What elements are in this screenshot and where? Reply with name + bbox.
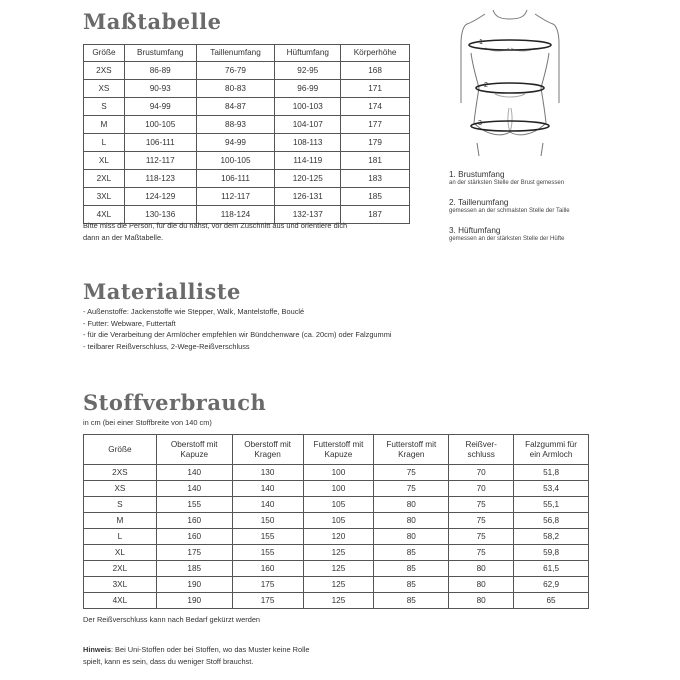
table-cell: L xyxy=(84,134,125,152)
table-cell: 126-131 xyxy=(275,188,341,206)
marker-label: 3 xyxy=(478,120,482,127)
table-cell: 94-99 xyxy=(124,98,196,116)
table-cell: 125 xyxy=(303,593,374,609)
table-header-cell: Körperhöhe xyxy=(341,45,410,62)
table-cell: 185 xyxy=(156,561,232,577)
table-row xyxy=(84,170,410,188)
table-cell: 140 xyxy=(156,465,232,481)
table-header-cell: Taillenumfang xyxy=(196,45,275,62)
table-cell: 104-107 xyxy=(275,116,341,134)
materials-list xyxy=(83,306,392,352)
table-row xyxy=(84,545,589,561)
table-cell: 75 xyxy=(374,481,449,497)
table-cell: 85 xyxy=(374,593,449,609)
table-header-cell: Falzgummi für ein Armloch xyxy=(514,435,589,465)
table-row xyxy=(84,80,410,98)
legend-item xyxy=(449,198,570,214)
hint-text: : Bei Uni-Stoffen oder bei Stoffen, wo das Muster keine Rolle xyxy=(110,645,310,654)
table-cell: 4XL xyxy=(84,593,157,609)
table-cell: 105 xyxy=(303,513,374,529)
table-header-cell: Reißver- schluss xyxy=(449,435,514,465)
table-header-cell: Oberstoff mit Kragen xyxy=(232,435,303,465)
table-cell: 92-95 xyxy=(275,62,341,80)
table-cell: 190 xyxy=(156,577,232,593)
note-line: Bitte miss die Person, für die du nähst, vor dem Zuschnitt aus und orientiere dich xyxy=(83,221,348,230)
table-cell: 80 xyxy=(374,529,449,545)
table-cell: 80 xyxy=(449,593,514,609)
hint-note xyxy=(83,644,310,668)
table-cell: 105 xyxy=(303,497,374,513)
list-item: - teilbarer Reißverschluss, 2-Wege-Reißverschluss xyxy=(83,341,250,351)
table-cell: 174 xyxy=(341,98,410,116)
table-row xyxy=(84,152,410,170)
table-cell: 175 xyxy=(232,577,303,593)
size-chart-header-row xyxy=(84,45,410,62)
list-item: - Futter: Webware, Futtertaft xyxy=(83,318,176,328)
table-cell: XL xyxy=(84,152,125,170)
table-cell: 2XL xyxy=(84,561,157,577)
table-cell: 2XS xyxy=(84,465,157,481)
table-row xyxy=(84,116,410,134)
table-cell: 62,9 xyxy=(514,577,589,593)
table-cell: 2XS xyxy=(84,62,125,80)
table-cell: 171 xyxy=(341,80,410,98)
table-cell: 53,4 xyxy=(514,481,589,497)
legend-item xyxy=(449,170,564,186)
legend-title: 3. Hüftumfang xyxy=(449,226,501,235)
table-cell: 70 xyxy=(449,465,514,481)
table-cell: S xyxy=(84,98,125,116)
legend-sub: an der stärksten Stelle der Brust gemessen xyxy=(449,180,565,186)
table-cell: 3XL xyxy=(84,188,125,206)
fabric-subtitle: in cm (bei einer Stoffbreite von 140 cm) xyxy=(83,418,212,427)
table-row xyxy=(84,593,589,609)
table-row xyxy=(84,561,589,577)
table-cell: 160 xyxy=(156,529,232,545)
table-cell: 125 xyxy=(303,545,374,561)
table-row xyxy=(84,62,410,80)
table-cell: 70 xyxy=(449,481,514,497)
table-cell: 125 xyxy=(303,561,374,577)
table-header-cell: Hüftumfang xyxy=(275,45,341,62)
table-cell: 120-125 xyxy=(275,170,341,188)
table-cell: 85 xyxy=(374,561,449,577)
table-cell: 130-136 xyxy=(124,206,196,224)
table-cell: 84-87 xyxy=(196,98,275,116)
table-header-cell: Futterstoff mit Kragen xyxy=(374,435,449,465)
table-cell: L xyxy=(84,529,157,545)
list-item: - Außenstoffe: Jackenstoffe wie Stepper, Walk, Mantelstoffe, Bouclé xyxy=(83,307,305,316)
table-cell: 132-137 xyxy=(275,206,341,224)
table-cell: 58,2 xyxy=(514,529,589,545)
table-row xyxy=(84,98,410,116)
table-cell: 80 xyxy=(374,513,449,529)
table-cell: 190 xyxy=(156,593,232,609)
marker-label: 2 xyxy=(484,82,488,89)
table-cell: 112-117 xyxy=(196,188,275,206)
table-cell: 125 xyxy=(303,577,374,593)
table-cell: 75 xyxy=(374,465,449,481)
table-cell: 130 xyxy=(232,465,303,481)
table-header-cell: Oberstoff mit Kapuze xyxy=(156,435,232,465)
list-item: - für die Verarbeitung der Armlöcher empfehlen wir Bündchenware (ca. 20cm) oder Falzgummi xyxy=(83,330,392,340)
table-cell: 108-113 xyxy=(275,134,341,152)
table-row xyxy=(84,134,410,152)
legend-sub: gemessen an der stärksten Stelle der Hüfte xyxy=(449,236,565,242)
table-header-cell: Größe xyxy=(84,45,125,62)
table-row xyxy=(84,188,410,206)
table-row xyxy=(84,513,589,529)
table-cell: 179 xyxy=(341,134,410,152)
table-cell: 160 xyxy=(156,513,232,529)
table-cell: XS xyxy=(84,80,125,98)
table-cell: 59,8 xyxy=(514,545,589,561)
table-cell: 85 xyxy=(374,577,449,593)
table-cell: 2XL xyxy=(84,170,125,188)
table-cell: 100-103 xyxy=(275,98,341,116)
table-cell: 100-105 xyxy=(124,116,196,134)
table-cell: 100-105 xyxy=(196,152,275,170)
fabric-table xyxy=(83,434,589,609)
table-cell: 55,1 xyxy=(514,497,589,513)
table-cell: 106-111 xyxy=(196,170,275,188)
table-cell: 181 xyxy=(341,152,410,170)
table-cell: 80 xyxy=(449,561,514,577)
table-cell: 80 xyxy=(374,497,449,513)
size-chart-title: Maßtabelle xyxy=(83,9,222,34)
table-row xyxy=(84,497,589,513)
table-cell: 155 xyxy=(232,529,303,545)
table-cell: 75 xyxy=(449,529,514,545)
table-cell: 100 xyxy=(303,481,374,497)
table-cell: M xyxy=(84,513,157,529)
table-cell: 65 xyxy=(514,593,589,609)
table-cell: 80 xyxy=(449,577,514,593)
table-cell: 118-123 xyxy=(124,170,196,188)
table-cell: 96-99 xyxy=(275,80,341,98)
table-cell: 118-124 xyxy=(196,206,275,224)
table-cell: 155 xyxy=(232,545,303,561)
table-row xyxy=(84,481,589,497)
table-cell: 140 xyxy=(156,481,232,497)
table-cell: 94-99 xyxy=(196,134,275,152)
table-cell: 114-119 xyxy=(275,152,341,170)
table-cell: XS xyxy=(84,481,157,497)
table-cell: 183 xyxy=(341,170,410,188)
table-cell: 185 xyxy=(341,188,410,206)
table-header-cell: Größe xyxy=(84,435,157,465)
table-cell: 51,8 xyxy=(514,465,589,481)
hint-line: spielt, kann es sein, dass du weniger Stoff brauchst. xyxy=(83,657,254,666)
table-cell: 80-83 xyxy=(196,80,275,98)
legend-title: 1. Brustumfang xyxy=(449,170,505,179)
table-cell: 124-129 xyxy=(124,188,196,206)
table-cell: 3XL xyxy=(84,577,157,593)
table-cell: S xyxy=(84,497,157,513)
size-chart-table xyxy=(83,44,410,224)
table-cell: XL xyxy=(84,545,157,561)
table-cell: 4XL xyxy=(84,206,125,224)
table-cell: 140 xyxy=(232,497,303,513)
table-cell: 75 xyxy=(449,545,514,561)
table-cell: 106-111 xyxy=(124,134,196,152)
table-row xyxy=(84,577,589,593)
table-cell: 140 xyxy=(232,481,303,497)
table-cell: 100 xyxy=(303,465,374,481)
table-cell: 88-93 xyxy=(196,116,275,134)
table-cell: 160 xyxy=(232,561,303,577)
table-cell: 150 xyxy=(232,513,303,529)
table-cell: M xyxy=(84,116,125,134)
table-cell: 86-89 xyxy=(124,62,196,80)
table-cell: 155 xyxy=(156,497,232,513)
table-row xyxy=(84,465,589,481)
fabric-title: Stoffverbrauch xyxy=(83,390,267,415)
table-cell: 90-93 xyxy=(124,80,196,98)
legend-sub: gemessen an der schmalsten Stelle der Taille xyxy=(449,208,570,214)
marker-label: 1 xyxy=(479,39,483,46)
zipper-note: Der Reißverschluss kann nach Bedarf gekürzt werden xyxy=(83,615,261,624)
table-cell: 61,5 xyxy=(514,561,589,577)
table-cell: 175 xyxy=(232,593,303,609)
body-measurement-figure xyxy=(455,8,565,158)
table-row xyxy=(84,529,589,545)
fabric-header-row xyxy=(84,435,589,465)
hint-label: Hinweis xyxy=(83,645,111,654)
table-cell: 75 xyxy=(449,513,514,529)
legend-title: 2. Taillenumfang xyxy=(449,198,509,207)
table-cell: 177 xyxy=(341,116,410,134)
table-cell: 120 xyxy=(303,529,374,545)
legend-item xyxy=(449,226,564,242)
table-cell: 175 xyxy=(156,545,232,561)
table-cell: 168 xyxy=(341,62,410,80)
table-cell: 112-117 xyxy=(124,152,196,170)
table-header-cell: Futterstoff mit Kapuze xyxy=(303,435,374,465)
materials-title: Materialliste xyxy=(83,279,241,304)
table-cell: 85 xyxy=(374,545,449,561)
table-cell: 75 xyxy=(449,497,514,513)
table-cell: 56,8 xyxy=(514,513,589,529)
size-chart-note xyxy=(83,220,347,244)
table-cell: 187 xyxy=(341,206,410,224)
table-cell: 76-79 xyxy=(196,62,275,80)
table-header-cell: Brustumfang xyxy=(124,45,196,62)
note-line: dann an der Maßtabelle. xyxy=(83,233,164,242)
